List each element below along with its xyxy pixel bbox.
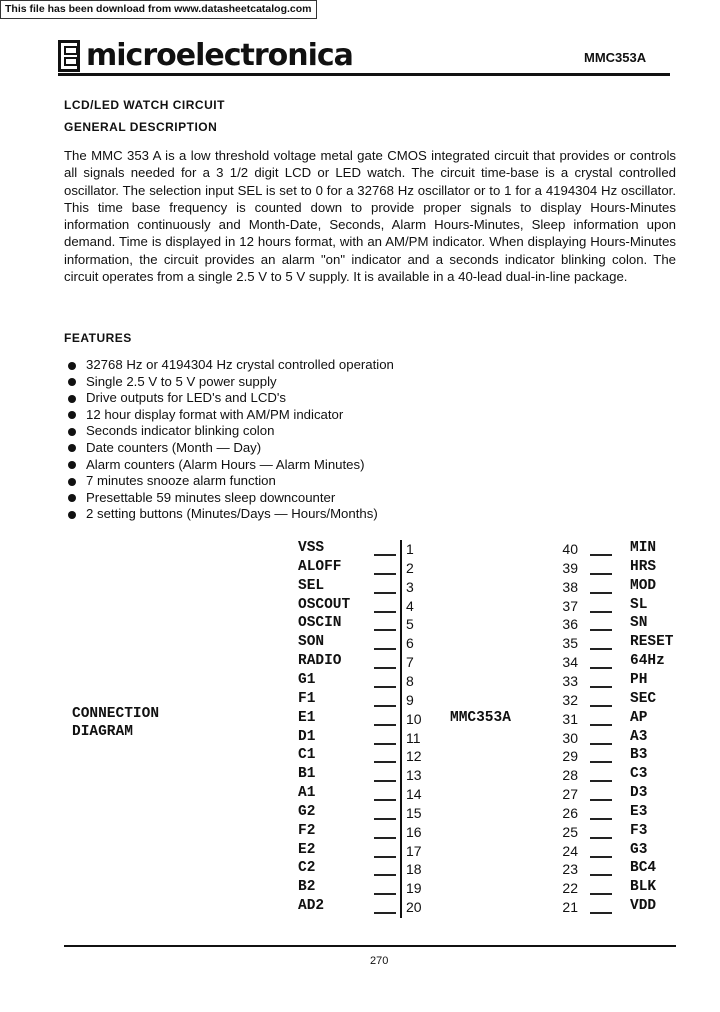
left-pin-number: 12 xyxy=(406,748,422,765)
header-rule xyxy=(58,73,670,76)
right-pin-number: 26 xyxy=(562,804,578,821)
left-pin-lead xyxy=(374,761,396,763)
left-pin-lead xyxy=(374,837,396,839)
left-pin-name: E1 xyxy=(298,709,316,726)
right-pin-lead xyxy=(590,818,612,820)
right-pin-lead xyxy=(590,629,612,631)
left-pin-name: SEL xyxy=(298,577,325,594)
right-pin-name: 64Hz xyxy=(630,653,665,670)
left-pin-name: C2 xyxy=(298,860,316,877)
left-pin-number: 14 xyxy=(406,786,422,803)
left-pin-lead xyxy=(374,686,396,688)
right-pin-lead xyxy=(590,611,612,613)
right-pin-name: SL xyxy=(630,596,648,613)
right-pin-lead xyxy=(590,554,612,556)
left-pin-name: G2 xyxy=(298,803,316,820)
right-pin-lead xyxy=(590,761,612,763)
left-pin-lead xyxy=(374,705,396,707)
connection-diagram-label-line2: DIAGRAM xyxy=(72,724,133,740)
left-pin-lead xyxy=(374,912,396,914)
feature-text: Date counters (Month — Day) xyxy=(86,439,262,455)
left-pin-number: 9 xyxy=(406,691,414,708)
right-pin-number: 33 xyxy=(562,672,578,689)
right-pin-number: 40 xyxy=(562,541,578,557)
right-pin-number: 27 xyxy=(562,786,578,803)
right-pin-lead xyxy=(590,705,612,707)
left-pin-name: ALOFF xyxy=(298,558,342,575)
left-pin-name: F1 xyxy=(298,690,316,707)
left-pin-number: 2 xyxy=(406,559,414,576)
right-pin-name: RESET xyxy=(630,634,674,651)
left-pin-lead xyxy=(374,554,396,556)
chip-outline-left-edge xyxy=(400,540,402,918)
right-pin-lead xyxy=(590,592,612,594)
right-pin-lead xyxy=(590,667,612,669)
left-pin-number: 8 xyxy=(406,672,414,689)
left-pin-name: AD2 xyxy=(298,898,325,915)
left-pin-lead xyxy=(374,629,396,631)
feature-item xyxy=(68,390,394,407)
left-pin-number: 10 xyxy=(406,710,422,727)
right-pin-lead xyxy=(590,837,612,839)
bullet-icon xyxy=(68,494,76,502)
right-pin-name: G3 xyxy=(630,841,648,858)
left-pin-name: C1 xyxy=(298,747,316,764)
left-pin-lead xyxy=(374,743,396,745)
footer-rule xyxy=(64,945,676,947)
right-pin-number: 31 xyxy=(562,710,578,727)
connection-diagram-label-line1: CONNECTION xyxy=(72,706,160,722)
feature-item xyxy=(68,423,394,440)
right-pin-number: 23 xyxy=(562,861,578,878)
right-pin-name: BC4 xyxy=(630,860,657,877)
left-pin-lead xyxy=(374,818,396,820)
feature-item xyxy=(68,457,394,474)
right-pin-number: 35 xyxy=(562,635,578,652)
right-pin-name: SN xyxy=(630,615,648,632)
right-pin-name: C3 xyxy=(630,766,648,783)
left-pin-lead xyxy=(374,780,396,782)
right-pin-lead xyxy=(590,724,612,726)
left-pin-number: 19 xyxy=(406,880,422,897)
right-pin-number: 38 xyxy=(562,578,578,595)
left-pin-name: B1 xyxy=(298,766,316,783)
header-part-number: MMC353A xyxy=(584,50,647,65)
feature-item xyxy=(68,440,394,457)
page-number: 270 xyxy=(370,955,389,967)
right-pin-number: 30 xyxy=(562,729,578,746)
right-pin-lead xyxy=(590,912,612,914)
bullet-icon xyxy=(68,478,76,486)
left-pin-lead xyxy=(374,592,396,594)
left-pin-name: OSCOUT xyxy=(298,596,351,613)
feature-text: Seconds indicator blinking colon xyxy=(86,423,275,439)
left-pin-lead xyxy=(374,724,396,726)
right-pin-name: E3 xyxy=(630,803,648,820)
right-pin-name: AP xyxy=(630,709,648,726)
right-pin-name: B3 xyxy=(630,747,648,764)
right-pin-number: 28 xyxy=(562,767,578,784)
right-pin-name: HRS xyxy=(630,558,657,575)
right-pin-lead xyxy=(590,648,612,650)
general-description-text: The MMC 353 A is a low threshold voltage metal gate CMOS integrated circuit that provides or controls all signals needed for a 3 1/2 digit LCD or LED watch. The circuit time-base is a crystal controlled oscillator. The selection input SEL is set to 0 for a 32768 Hz oscillator or to 1 for a 4194304 Hz oscillator. This time base frequency is counted down to provide proper signals to display Hours-Minutes information continuously and Month-Date, Seconds, Alarm Hours-Minutes, Sleep information upon demand. Time is displayed in 12 hours format, with an AM/PM indicator. When displaying Hours-Minutes information, the circuit provides an alarm "on" indicator and a seconds indicator blinking colon. The circuit operates from a single 2.5 V to 5 V supply. It is available in a 40-lead dual-in-line package. xyxy=(64,148,676,285)
left-pin-number: 15 xyxy=(406,804,422,821)
left-pin-lead xyxy=(374,611,396,613)
left-pin-name: A1 xyxy=(298,785,316,802)
company-logo-mark xyxy=(58,40,80,72)
features-list xyxy=(68,357,394,523)
feature-text: Alarm counters (Alarm Hours — Alarm Minutes) xyxy=(86,456,365,472)
left-pin-number: 16 xyxy=(406,823,422,840)
feature-item xyxy=(68,490,394,507)
right-pin-name: PH xyxy=(630,671,648,688)
right-pin-number: 24 xyxy=(562,842,578,859)
left-pin-number: 11 xyxy=(406,729,421,746)
left-pin-number: 3 xyxy=(406,578,414,595)
bullet-icon xyxy=(68,461,76,469)
left-pin-number: 6 xyxy=(406,635,414,652)
left-pin-number: 4 xyxy=(406,597,414,614)
right-pin-name: A3 xyxy=(630,728,648,745)
right-pin-number: 21 xyxy=(562,899,578,916)
left-pin-number: 18 xyxy=(406,861,422,878)
feature-text: 12 hour display format with AM/PM indicator xyxy=(86,406,344,422)
right-pin-name: BLK xyxy=(630,879,657,896)
right-pin-name: SEC xyxy=(630,690,657,707)
left-pin-lead xyxy=(374,893,396,895)
left-pin-lead xyxy=(374,856,396,858)
left-pin-lead xyxy=(374,573,396,575)
feature-text: Drive outputs for LED's and LCD's xyxy=(86,390,287,406)
right-pin-lead xyxy=(590,573,612,575)
company-logo-text: microelectronica xyxy=(86,38,353,73)
left-pin-number: 20 xyxy=(406,899,422,916)
left-pin-lead xyxy=(374,648,396,650)
right-pin-name: D3 xyxy=(630,785,648,802)
left-pin-number: 17 xyxy=(406,842,422,859)
right-pin-number: 22 xyxy=(562,880,578,897)
feature-text: 7 minutes snooze alarm function xyxy=(86,473,276,489)
left-pin-lead xyxy=(374,667,396,669)
feature-text: Presettable 59 minutes sleep downcounter xyxy=(86,489,336,505)
feature-text: 32768 Hz or 4194304 Hz crystal controlled operation xyxy=(86,357,394,372)
right-pin-lead xyxy=(590,743,612,745)
feature-text: 2 setting buttons (Minutes/Days — Hours/Months) xyxy=(86,506,378,522)
download-source-banner: This file has been download from www.datasheetcatalog.com xyxy=(0,0,317,19)
right-pin-lead xyxy=(590,874,612,876)
left-pin-name: D1 xyxy=(298,728,316,745)
right-pin-number: 36 xyxy=(562,616,578,633)
left-pin-name: F2 xyxy=(298,822,316,839)
left-pin-number: 13 xyxy=(406,767,422,784)
general-description-heading: GENERAL DESCRIPTION xyxy=(64,120,218,134)
left-pin-name: OSCIN xyxy=(298,615,342,632)
left-pin-name: E2 xyxy=(298,841,316,858)
right-pin-lead xyxy=(590,799,612,801)
left-pin-name: SON xyxy=(298,634,325,651)
left-pin-name: VSS xyxy=(298,540,325,556)
left-pin-lead xyxy=(374,799,396,801)
right-pin-lead xyxy=(590,686,612,688)
right-pin-name: MOD xyxy=(630,577,657,594)
bullet-icon xyxy=(68,511,76,519)
document-title: LCD/LED WATCH CIRCUIT xyxy=(64,98,225,112)
chip-label: MMC353A xyxy=(450,710,511,726)
bullet-icon xyxy=(68,411,76,419)
left-pin-lead xyxy=(374,874,396,876)
feature-item xyxy=(68,407,394,424)
right-pin-name: MIN xyxy=(630,540,657,556)
left-pin-number: 1 xyxy=(406,541,414,557)
features-heading: FEATURES xyxy=(64,331,132,345)
left-pin-name: G1 xyxy=(298,671,316,688)
right-pin-name: F3 xyxy=(630,822,648,839)
right-pin-number: 25 xyxy=(562,823,578,840)
left-pin-name: B2 xyxy=(298,879,316,896)
bullet-icon xyxy=(68,378,76,386)
bullet-icon xyxy=(68,444,76,452)
right-pin-lead xyxy=(590,893,612,895)
right-pin-number: 37 xyxy=(562,597,578,614)
bullet-icon xyxy=(68,362,76,370)
right-pin-number: 34 xyxy=(562,654,578,671)
right-pin-number: 39 xyxy=(562,559,578,576)
right-pin-lead xyxy=(590,856,612,858)
feature-text: Single 2.5 V to 5 V power supply xyxy=(86,373,277,389)
right-pin-lead xyxy=(590,780,612,782)
feature-item xyxy=(68,374,394,391)
feature-item xyxy=(68,506,394,523)
left-pin-number: 5 xyxy=(406,616,414,633)
bullet-icon xyxy=(68,428,76,436)
left-pin-number: 7 xyxy=(406,654,414,671)
bullet-icon xyxy=(68,395,76,403)
left-pin-name: RADIO xyxy=(298,653,342,670)
feature-item xyxy=(68,473,394,490)
feature-item xyxy=(68,357,394,374)
right-pin-number: 32 xyxy=(562,691,578,708)
right-pin-number: 29 xyxy=(562,748,578,765)
right-pin-name: VDD xyxy=(630,898,657,915)
